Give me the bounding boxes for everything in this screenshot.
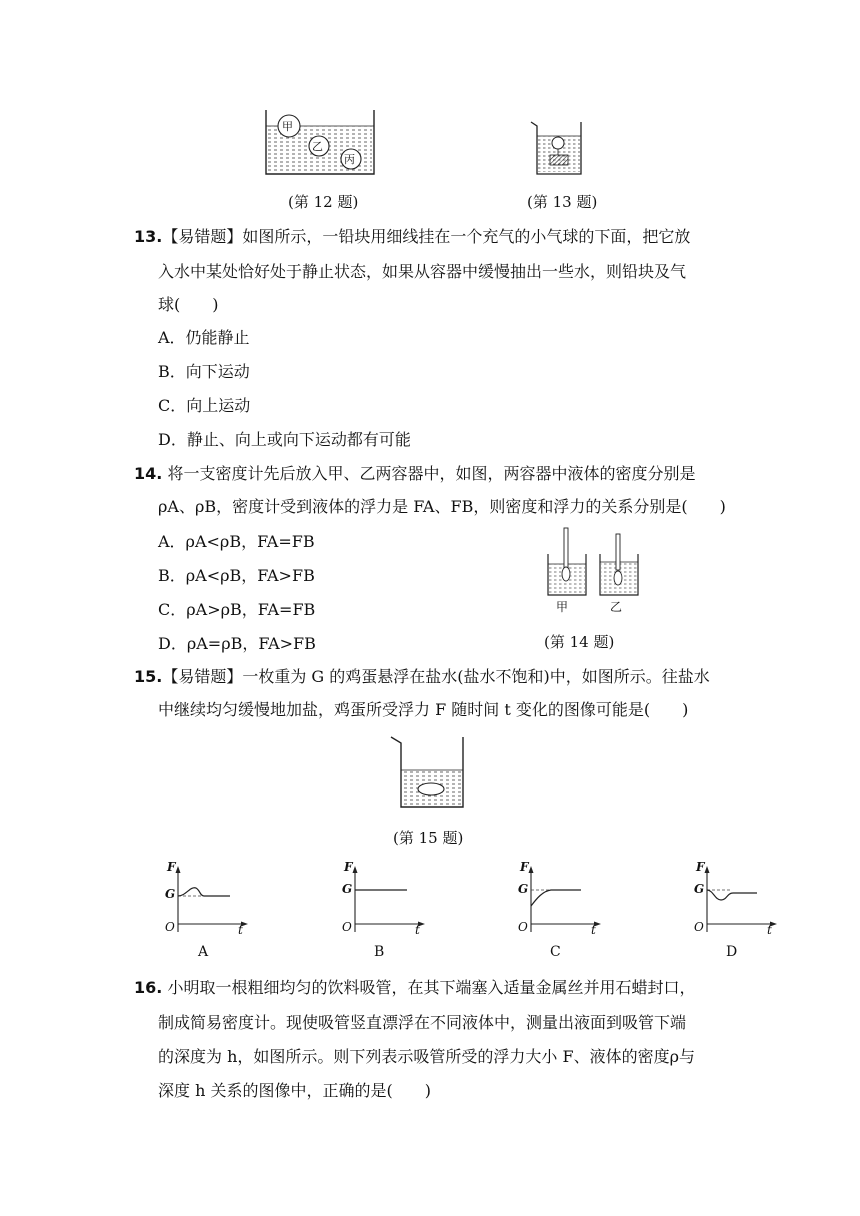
figure-12-caption: (第 12 题) — [288, 193, 359, 211]
question-13-line-3: 球( ) — [158, 295, 219, 314]
question-14-line-1: 14. 将一支密度计先后放入甲、乙两容器中，如图，两容器中液体的密度分别是 — [134, 464, 696, 483]
axis-label-f: F — [344, 860, 353, 874]
axis-label-t: t — [415, 923, 420, 937]
question-number: 15. — [134, 667, 163, 686]
figure-14-caption: (第 14 题) — [544, 633, 615, 651]
ball-label-bing: 丙 — [344, 153, 355, 166]
figure-12 — [262, 108, 382, 178]
graph-label-d: D — [726, 944, 738, 960]
axis-label-g: G — [342, 882, 353, 896]
ball-label-yi: 乙 — [312, 140, 323, 153]
question-16-line-3: 的深度为 h，如图所示。则下列表示吸管所受的浮力大小 F、液体的密度ρ与 — [158, 1047, 695, 1066]
axis-label-g: G — [165, 887, 176, 901]
axis-label-g: G — [518, 882, 529, 896]
graph-option-c — [513, 860, 603, 940]
graph-option-a — [160, 860, 250, 940]
question-13-option-d: D．静止、向上或向下运动都有可能 — [158, 430, 411, 449]
axis-label-o: O — [518, 920, 528, 934]
beaker-egg-diagram — [386, 734, 476, 810]
question-number: 16. — [134, 978, 163, 997]
figure-15-caption: (第 15 题) — [393, 829, 464, 847]
question-16-line-1: 16. 小明取一根粗细均匀的饮料吸管，在其下端塞入适量金属丝并用石蜡封口， — [134, 978, 696, 997]
question-14-option-d: D．ρA=ρB，FA>FB — [158, 634, 316, 653]
question-13-line-2: 入水中某处恰好处于静止状态，如果从容器中缓慢抽出一些水，则铅块及气 — [158, 262, 687, 281]
figure-13-caption: (第 13 题) — [527, 193, 598, 211]
figure-15 — [386, 734, 476, 810]
question-13-line-1: 13.【易错题】如图所示，一铅块用细线挂在一个充气的小气球的下面，把它放 — [134, 227, 691, 246]
container-label-jia: 甲 — [556, 600, 569, 614]
axis-label-f: F — [520, 860, 529, 874]
question-15-line-2: 中继续均匀缓慢地加盐，鸡蛋所受浮力 F 随时间 t 变化的图像可能是( ) — [158, 700, 689, 719]
question-16-line-4: 深度 h 关系的图像中，正确的是( ) — [158, 1081, 431, 1100]
question-number: 13. — [134, 227, 163, 246]
axis-label-g: G — [694, 882, 705, 896]
graph-label-b: B — [374, 944, 385, 960]
axis-label-o: O — [165, 920, 175, 934]
axis-label-t: t — [767, 923, 772, 937]
figure-14 — [544, 526, 644, 598]
question-number: 14. — [134, 464, 163, 483]
graph-label-a: A — [198, 944, 209, 960]
graph-option-b — [337, 860, 427, 940]
question-15-line-1: 15.【易错题】一枚重为 G 的鸡蛋悬浮在盐水(盐水不饱和)中，如图所示。往盐水 — [134, 667, 710, 686]
axis-label-o: O — [342, 920, 352, 934]
ball-label-jia: 甲 — [282, 120, 293, 133]
question-13-option-b: B．向下运动 — [158, 362, 250, 381]
axis-label-t: t — [238, 923, 243, 937]
axis-label-f: F — [167, 860, 176, 874]
axis-label-t: t — [591, 923, 596, 937]
question-13-option-c: C．向上运动 — [158, 396, 251, 415]
container-label-yi: 乙 — [610, 600, 623, 614]
figure-13 — [528, 118, 588, 178]
question-13-option-a: A．仍能静止 — [158, 328, 250, 347]
axis-label-f: F — [696, 860, 705, 874]
question-14-option-b: B．ρA<ρB，FA>FB — [158, 566, 315, 585]
question-16-line-2: 制成简易密度计。现使吸管竖直漂浮在不同液体中，测量出液面到吸管下端 — [158, 1013, 687, 1032]
graph-option-d — [689, 860, 779, 940]
graph-label-c: C — [550, 944, 561, 960]
question-14-option-a: A．ρA<ρB，FA=FB — [158, 532, 315, 551]
axis-label-o: O — [694, 920, 704, 934]
beaker-balloon-lead-diagram — [528, 118, 588, 178]
hydrometer-two-containers-diagram — [544, 526, 644, 598]
question-14-line-2: ρA、ρB，密度计受到液体的浮力是 FA、FB，则密度和浮力的关系分别是( ) — [158, 497, 726, 516]
question-14-option-c: C．ρA>ρB，FA=FB — [158, 600, 316, 619]
